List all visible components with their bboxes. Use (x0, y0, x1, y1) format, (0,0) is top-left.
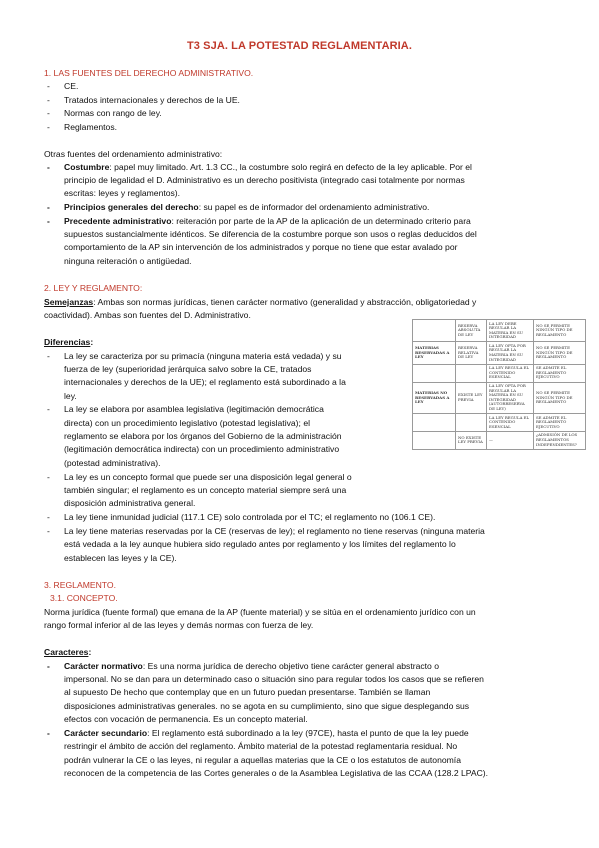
costumbre-label: Costumbre (64, 162, 110, 172)
table-cell (413, 364, 456, 382)
table-cell: — (487, 431, 534, 449)
table-cell (413, 414, 456, 432)
table-cell (413, 320, 456, 342)
concepto-line-2: rango formal inferior al de las leyes y demás normas con fuerza de ley. (44, 620, 314, 630)
diferencia-5-line: está vedada a la ley aunque hubiera sido regulado antes por reglamento y los límites del reglamento lo (64, 539, 456, 549)
dash-bullet: - (47, 472, 50, 482)
dash-bullet: - (47, 162, 50, 172)
table-cell: NO EXISTE LEY PREVIA (456, 431, 487, 449)
reservas-table (412, 319, 586, 450)
section-2-heading: 2. LEY Y REGLAMENTO: (44, 283, 143, 293)
normativo-line-5: efectos con vocación de permanencia. Es un concepto material. (64, 714, 308, 724)
diferencias-label: Diferencias (44, 337, 91, 347)
diferencia-3-line: La ley es un concepto formal que puede ser una disposición legal general o (64, 472, 352, 482)
caracteres-heading: Caracteres: (44, 647, 92, 657)
semejanzas-line-2: coactividad). Ambas son fuentes del D. Administrativo. (44, 310, 251, 320)
precedente-label: Precedente administrativo (64, 216, 172, 226)
dash-bullet: - (47, 661, 50, 671)
diferencia-5-line: establecen las leyes y la CE). (64, 553, 177, 563)
table-cell: MATERIAS RESERVADAS A LEY (413, 342, 456, 364)
semejanzas-label: Semejanzas (44, 297, 94, 307)
diferencia-4-line: La ley tiene inmunidad judicial (117.1 CE) solo controlada por el TC; el reglamento no (106.1 CE). (64, 512, 436, 522)
principios-label: Principios generales del derecho (64, 202, 199, 212)
normativo-label: Carácter normativo (64, 661, 143, 671)
table-cell: SE ADMITE EL REGLAMENTO EJECUTIVO (534, 364, 586, 382)
precedente-line-2: supuestos sustancialmente idénticos. Se diferencia de la costumbre porque son usos o reglas deducidos del (64, 229, 477, 239)
document-title: T3 SJA. LA POTESTAD REGLAMENTARIA. (186, 40, 413, 52)
diferencia-2-line: reglamento se elabora por los órganos del Gobierno de la administración (64, 431, 342, 441)
diferencia-2-line: directa) con un procedimiento legislativo (potestad legislativa); el (64, 418, 311, 428)
secundario-label: Carácter secundario (64, 728, 148, 738)
table-cell: NO SE PERMITE NINGÚN TIPO DE REGLAMENTO (534, 342, 586, 364)
subsection-3-1-heading: 3.1. CONCEPTO. (50, 593, 118, 603)
list-item: CE. (64, 81, 79, 91)
costumbre-line-1: Costumbre: papel muy limitado. Art. 1.3 CC., la costumbre solo regirá en defecto de la ley aplicable. Por el (64, 162, 472, 172)
list-item: Reglamentos. (64, 122, 118, 132)
table-row (413, 414, 586, 432)
caracteres-label: Caracteres (44, 647, 89, 657)
table-cell (456, 364, 487, 382)
table-cell: EXISTE LEY PREVIA (456, 382, 487, 414)
normativo-line-1: Carácter normativo: Es una norma jurídica de derecho objetivo tiene carácter general abstracto o (64, 661, 439, 671)
costumbre-line-2: principio de legalidad el D. Administrativo es un derecho positivista (integrado casi totalmente por normas (64, 175, 465, 185)
table-cell: LA LEY OPTA POR REGULAR LA MATERIA EN SU INTEGRIDAD (AUTORRESERVA DE LEY) (487, 382, 534, 414)
table-cell (456, 414, 487, 432)
principios-line: Principios generales del derecho: su papel es de informador del ordenamiento administrativo. (64, 202, 430, 212)
costumbre-line-3: escritas: leyes y reglamentos). (64, 188, 181, 198)
dash-bullet: - (47, 728, 50, 738)
diferencia-1-line: fuerza de ley (superioridad jerárquica salvo sobre la CE, tratados (64, 364, 312, 374)
other-sources-intro: Otras fuentes del ordenamiento administrativo: (44, 149, 223, 159)
precedente-line-4: ninguna reiteración o antigüedad. (64, 256, 192, 266)
dash-bullet: - (47, 202, 50, 212)
concepto-line-1: Norma jurídica (fuente formal) que emana de la AP (fuente material) y se sitúa en el ordenamiento jurídico con un (44, 607, 476, 617)
table-cell: SE ADMITE EL REGLAMENTO EJECUTIVO (534, 414, 586, 432)
table-cell: RESERVA RELATIVA DE LEY (456, 342, 487, 364)
table-cell: LA LEY REGULA EL CONTENIDO ESENCIAL (487, 414, 534, 432)
table-cell: LA LEY DEBE REGULAR LA MATERIA EN SU INTEGRIDAD (487, 320, 534, 342)
diferencia-3-line: disposición administrativa general. (64, 498, 196, 508)
diferencias-heading: Diferencias: (44, 337, 94, 347)
precedente-line-1: Precedente administrativo: reiteración por parte de la AP de la aplicación de un determinado criterio para (64, 216, 471, 226)
secundario-line-2: restringir el ámbito de acción del reglamento. Ámbito material de la potestad reglamentaria residual. No (64, 741, 458, 751)
table-row (413, 382, 586, 414)
table-cell: NO SE PERMITE NINGÚN TIPO DE REGLAMENTO (534, 320, 586, 342)
secundario-line-1: Carácter secundario: El reglamento está subordinado a la ley (97CE), hasta el punto de que la ley puede (64, 728, 469, 738)
precedente-line-3: comportamiento de la AP sin intervención de los administrados y porque no tiene que estar avalado por (64, 242, 458, 252)
list-item: Normas con rango de ley. (64, 108, 162, 118)
diferencia-1-line: La ley se caracteriza por su primacía (ninguna materia está vedada) y su (64, 351, 342, 361)
diferencia-2-line: (legitimación democrática indirecta) con un procedimiento administrativo (64, 444, 340, 454)
table-cell: RESERVA ABSOLUTA DE LEY (456, 320, 487, 342)
table-row (413, 342, 586, 364)
diferencia-2-line: (potestad administrativa). (64, 458, 161, 468)
dash-bullet: - (47, 216, 50, 226)
secundario-line-3: podrán vulnerar la CE o las leyes, ni regular a aquellas materias que la CE o los estatutos de autonomía (64, 755, 461, 765)
dash-bullet: - (47, 122, 50, 132)
dash-bullet: - (47, 512, 50, 522)
diferencia-3-line: también singular; el reglamento es un concepto material siempre será una (64, 485, 347, 495)
dash-bullet: - (47, 95, 50, 105)
dash-bullet: - (47, 351, 50, 361)
diferencia-1-line: ley. (64, 391, 77, 401)
table-row (413, 431, 586, 449)
dash-bullet: - (47, 526, 50, 536)
table-row (413, 364, 586, 382)
normativo-line-4: disposiciones administrativas generales. no se agota en su cumplimiento, sino que sigue desplegando sus (64, 701, 470, 711)
table-cell: MATERIAS NO RESERVADAS A LEY (413, 382, 456, 414)
dash-bullet: - (47, 81, 50, 91)
section-3-heading: 3. REGLAMENTO. (44, 580, 116, 590)
dash-bullet: - (47, 404, 50, 414)
list-item: Tratados internacionales y derechos de la UE. (64, 95, 240, 105)
diferencia-5-line: La ley tiene materias reservadas por la CE (reservas de ley); el reglamento no tiene reservas (ninguna materia (64, 526, 485, 536)
diferencia-1-line: internacionales y derechos de la UE); el reglamento está subordinado a la (64, 377, 346, 387)
diferencia-2-line: La ley se elabora por asamblea legislativa (legitimación democrática (64, 404, 324, 414)
table-row (413, 320, 586, 342)
normativo-line-2: impersonal. No se dan para un determinado caso o situación sino para regular todos los casos que se refieren (64, 674, 484, 684)
table-cell: LA LEY REGULA EL CONTENIDO ESENCIAL (487, 364, 534, 382)
table-cell: LA LEY OPTA POR REGULAR LA MATERIA EN SU INTEGRIDAD (487, 342, 534, 364)
semejanzas-line-1: Semejanzas: Ambas son normas jurídicas, tienen carácter normativo (generalidad y abstracción, obligatoriedad y (44, 297, 477, 307)
section-1-heading: 1. LAS FUENTES DEL DERECHO ADMINISTRATIVO. (44, 68, 254, 78)
table-cell (413, 431, 456, 449)
secundario-line-4: reconocen de la competencia de las Cortes generales o de la Asamblea Legislativa de las CCAA (128.2 LPAC). (64, 768, 489, 778)
dash-bullet: - (47, 108, 50, 118)
normativo-line-3: al supuesto De hecho que contemplay que en un futuro puedan presentarse. También se llaman (64, 687, 431, 697)
table-cell: ¿ADMISIÓN DE LOS REGLAMENTOS INDEPENDIENTES? (534, 431, 586, 449)
table-cell: NO SE PERMITE NINGÚN TIPO DE REGLAMENTO (534, 382, 586, 414)
